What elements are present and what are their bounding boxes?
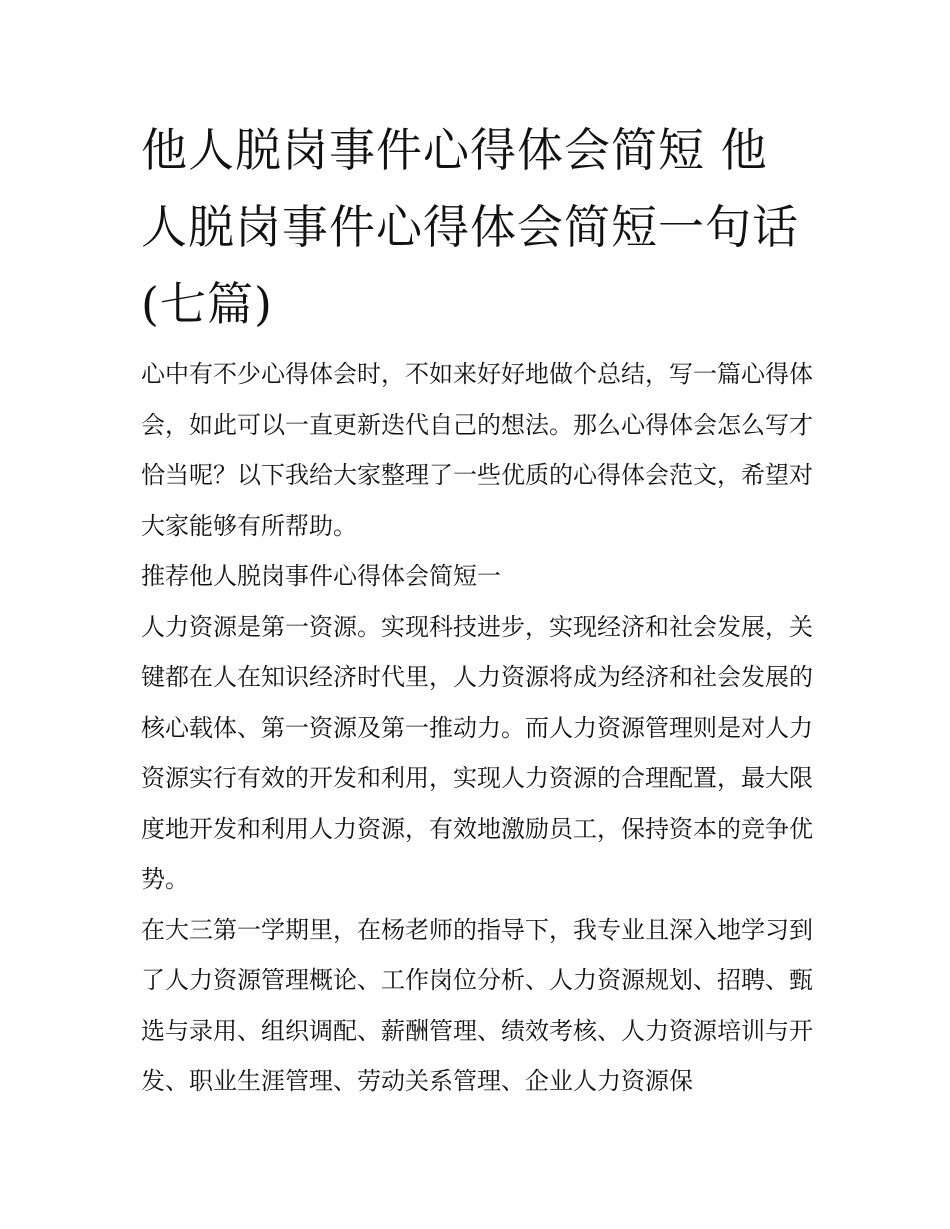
intro-paragraph: 心中有不少心得体会时，不如来好好地做个总结，写一篇心得体会，如此可以一直更新迭代自己的想法。那么心得体会怎么写才恰当呢？以下我给大家整理了一些优质的心得体会范文，希望对大家能够有所帮助。 (141, 360, 813, 540)
section-heading: 推荐他人脱岗事件心得体会简短一 (141, 562, 501, 590)
document-body (141, 112, 813, 1107)
body-paragraph: 在大三第一学期里，在杨老师的指导下，我专业且深入地学习到了人力资源管理概论、工作岗位分析、人力资源规划、招聘、甄选与录用、组织调配、薪酬管理、绩效考核、人力资源培训与开发、职业生涯管理、劳动关系管理、企业人力资源保 (141, 915, 813, 1095)
body-paragraph: 人力资源是第一资源。实现科技进步，实现经济和社会发展，关键都在人在知识经济时代里，人力资源将成为经济和社会发展的核心载体、第一资源及第一推动力。而人力资源管理则是对人力资源实行有效的开发和利用，实现人力资源的合理配置，最大限度地开发和利用人力资源，有效地激励员工，保持资本的竞争优势。 (141, 612, 813, 893)
document-title: 他人脱岗事件心得体会简短 他人脱岗事件心得体会简短一句话(七篇) (141, 123, 799, 331)
